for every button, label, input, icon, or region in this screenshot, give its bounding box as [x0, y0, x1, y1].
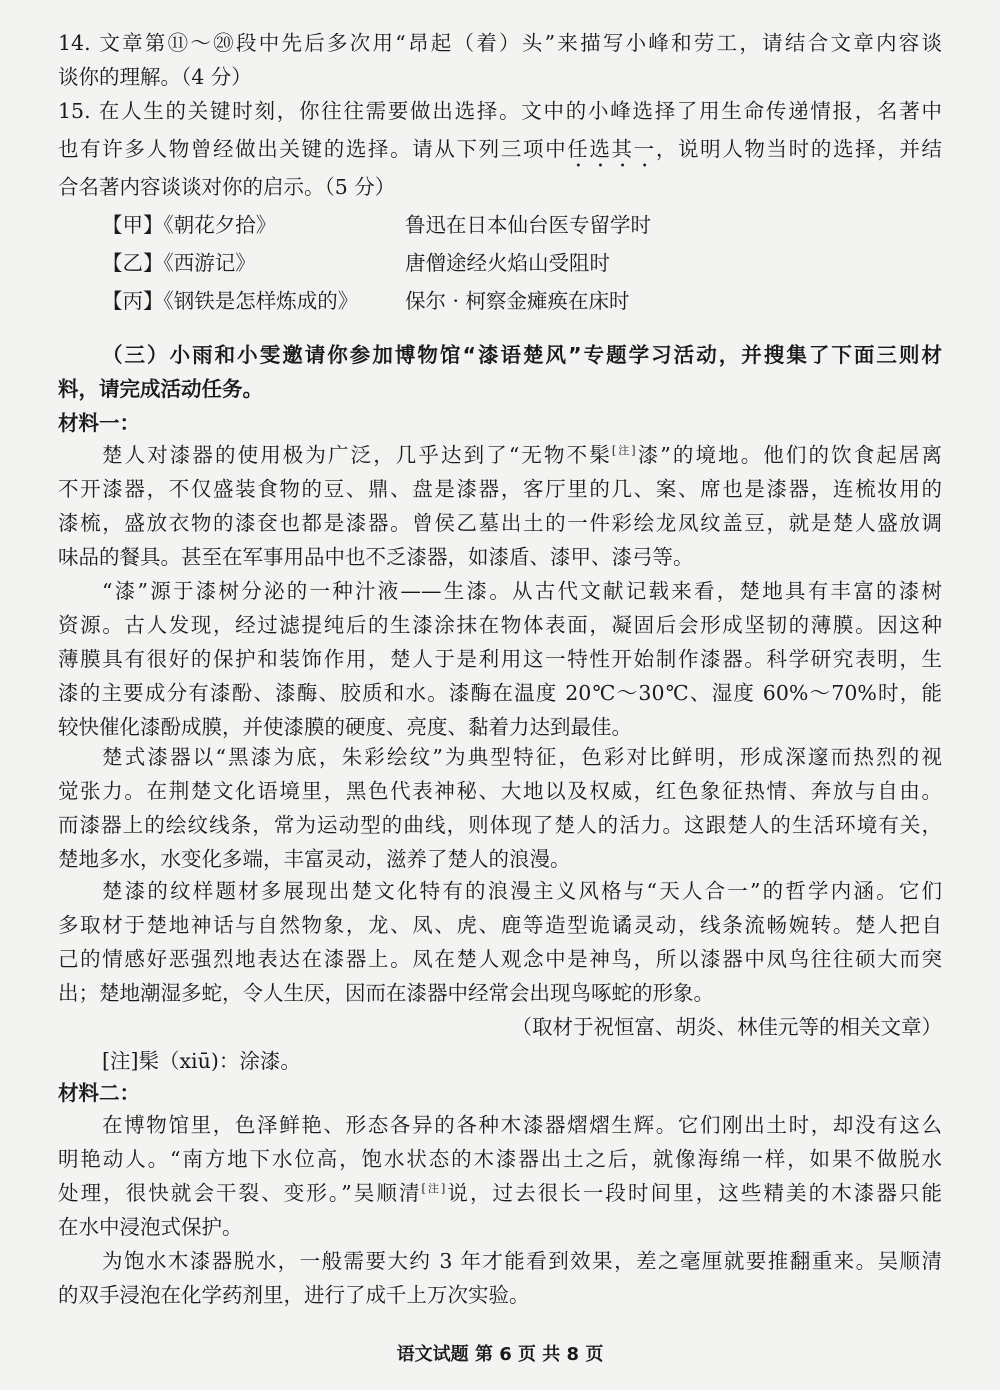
m2-p1-line-1: 在博物馆里，色泽鲜艳、形态各异的各种木漆器熠熠生辉。它们刚出土时，却没有这么 [102, 1113, 942, 1137]
m1-p4-line-3: 己的情感好恶强烈地表达在漆器上。凤在楚人观念中是神鸟，所以漆器中凤鸟往往硕大而突 [58, 947, 942, 971]
option-scene: 保尔 · 柯察金瘫痪在床时 [405, 289, 630, 313]
option-book: 【丙】《钢铁是怎样炼成的》 [102, 289, 359, 313]
q15-line-2-b: ，说明人物当时的选择，并结 [655, 137, 943, 161]
note-marker: [注] [611, 444, 636, 457]
m1-p2-line-5: 较快催化漆酚成膜，并使漆膜的硬度、亮度、黏着力达到最佳。 [58, 715, 632, 739]
m2-p2-line-1: 为饱水木漆器脱水，一般需要大约 3 年才能看到效果，差之毫厘就要推翻重来。吴顺清 [102, 1249, 942, 1273]
m2-p1-line-2: 明艳动人。“南方地下水位高，饱水状态的木漆器出土之后，就像海绵一样，如果不做脱水 [58, 1147, 942, 1171]
material1-note: [注]髤（xiū)：涂漆。 [102, 1049, 301, 1073]
page-footer: 语文试题 第 6 页 共 8 页 [396, 1344, 604, 1365]
m1-p1-text-a: 楚人对漆器的使用极为广泛，几乎达到了“无物不髤 [102, 443, 612, 467]
m1-p1-line-1 [102, 440, 942, 470]
m1-p3-line-1: 楚式漆器以“黑漆为底，朱彩绘纹”为典型特征，色彩对比鲜明，形成深邃而热烈的视 [102, 745, 942, 769]
section3-line-2: 料，请完成活动任务。 [58, 377, 263, 401]
q15-line-2 [58, 134, 942, 172]
m1-p1-line-3: 漆梳，盛放衣物的漆奁也都是漆器。曾侯乙墓出土的一件彩绘龙凤纹盖豆，就是楚人盛放调 [58, 511, 942, 535]
m1-p3-line-4: 楚地多水，水变化多端，丰富灵动，滋养了楚人的浪漫。 [58, 847, 571, 871]
m1-p3-line-2: 觉张力。在荆楚文化语境里，黑色代表神秘、大地以及权威，红色象征热情、奔放与自由。 [58, 779, 942, 803]
q15-line-1: 15. 在人生的关键时刻，你往往需要做出选择。文中的小峰选择了用生命传递情报，名著中 [58, 99, 942, 123]
m1-p1-line-2: 不开漆器，不仅盛装食物的豆、鼎、盘是漆器，客厅里的几、案、席也是漆器，连梳妆用的 [58, 477, 942, 501]
m1-p4-line-1: 楚漆的纹样题材多展现出楚文化特有的浪漫主义风格与“天人合一”的哲学内涵。它们 [102, 879, 942, 903]
m1-p1-text-b: 漆”的境地。他们的饮食起居离 [635, 443, 943, 467]
m1-p2-line-1: “漆”源于漆树分泌的一种汁液——生漆。从古代文献记载来看，楚地具有丰富的漆树 [102, 579, 942, 603]
q14-line-1: 14. 文章第⑪～⑳段中先后多次用“昂起（着）头”来描写小峰和劳工，请结合文章内容谈 [58, 31, 942, 55]
m1-p3-line-3: 而漆器上的绘纹线条，常为运动型的曲线，则体现了楚人的活力。这跟楚人的生活环境有关， [58, 813, 942, 837]
option-book: 【甲】《朝花夕拾》 [102, 213, 277, 237]
m1-p2-line-2: 资源。古人发现，经过滤提纯后的生漆涂抹在物体表面，凝固后会形成坚韧的薄膜。因这种 [58, 613, 942, 637]
option-scene: 唐僧途经火焰山受阻时 [405, 251, 610, 275]
m1-p1-line-4: 味品的餐具。甚至在军事用品中也不乏漆器，如漆盾、漆甲、漆弓等。 [58, 545, 694, 569]
option-scene: 鲁迅在日本仙台医专留学时 [405, 213, 651, 237]
option-book: 【乙】《西游记》 [102, 251, 256, 275]
m1-p4-line-4: 出；楚地潮湿多蛇，令人生厌，因而在漆器中经常会出现鸟啄蛇的形象。 [58, 981, 714, 1005]
m2-p1-line-3 [58, 1178, 942, 1208]
note-marker: [注] [421, 1182, 446, 1195]
q14-line-2: 谈你的理解。（4 分） [58, 65, 252, 89]
m2-p1-line-4: 在水中浸泡式保护。 [58, 1215, 243, 1239]
q15-emphasis: 任选其一 [567, 137, 656, 161]
m1-p2-line-4: 漆的主要成分有漆酚、漆酶、胶质和水。漆酶在温度 20℃～30℃、湿度 60%～70%时，能 [58, 681, 942, 705]
q15-line-2-a: 也有许多人物曾经做出关键的选择。请从下列三项中 [58, 137, 568, 161]
m1-p2-line-3: 薄膜具有很好的保护和装饰作用，楚人于是利用这一特性开始制作漆器。科学研究表明，生 [58, 647, 942, 671]
material2-heading: 材料二： [58, 1081, 140, 1105]
q15-line-3: 合名著内容谈谈对你的启示。（5 分） [58, 175, 396, 199]
section3-line-1: （三）小雨和小雯邀请你参加博物馆“漆语楚风”专题学习活动，并搜集了下面三则材 [102, 343, 942, 367]
material1-heading: 材料一： [58, 411, 140, 435]
m2-p1-text-a: 处理，很快就会干裂、变形。”吴顺清 [58, 1181, 422, 1205]
m1-p4-line-2: 多取材于楚地神话与自然物象，龙、凤、虎、鹿等造型诡谲灵动，线条流畅婉转。楚人把自 [58, 913, 942, 937]
m2-p1-text-b: 说，过去很长一段时间里，这些精美的木漆器只能 [445, 1181, 942, 1205]
material1-source: （取材于祝恒富、胡炎、林佳元等的相关文章） [511, 1015, 942, 1039]
m2-p2-line-2: 的双手浸泡在化学药剂里，进行了成千上万次实验。 [58, 1283, 530, 1307]
